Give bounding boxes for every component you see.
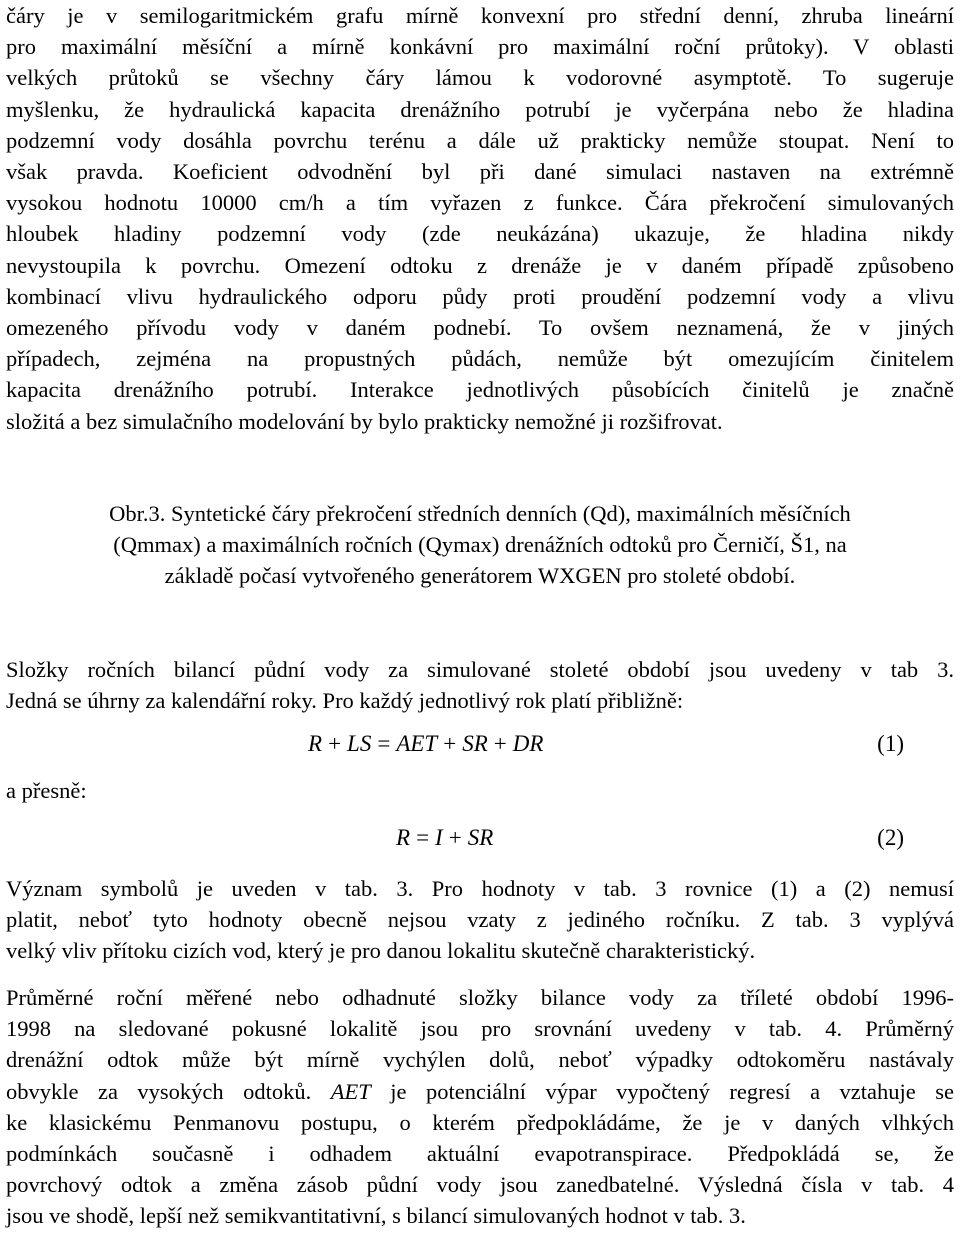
text-line: podmínkách současně i odhadem aktuální evapotranspirace. Předpokládá se, že [6, 1141, 954, 1167]
equation-1 [0, 731, 960, 763]
caption-line: (Qmmax) a maximálních ročních (Qymax) drenážních odtoků pro Černičí, Š1, na [113, 532, 847, 557]
caption-line: základě počasí vytvořeného generátorem WXGEN pro stoleté období. [164, 563, 796, 588]
text-line: obvykle za vysokých odtoků. AET je potenciální výpar vypočtený regresí a vztahuje se [6, 1078, 954, 1104]
text-line: velký vliv přítoku cizích vod, který je pro danou lokalitu skutečně charakteristický. [6, 938, 756, 964]
text-line: složitá a bez simulačního modelování by bylo prakticky nemožné ji rozšifrovat. [6, 408, 723, 434]
text-line: ke klasickému Penmanovu postupu, o kterém předpokládáme, že je v daných vlhkých [6, 1109, 954, 1135]
equation-1-number: (1) [877, 731, 904, 756]
text-line: myšlenku, že hydraulická kapacita drenážního potrubí je vyčerpána nebo že hladina [6, 96, 954, 122]
text-line: hloubek hladiny podzemní vody (zde neukázána) ukazuje, že hladina nikdy [6, 221, 954, 247]
text-line: Průměrné roční měřené nebo odhadnuté složky bilance vody za tříleté období 1996- [6, 985, 954, 1010]
caption-line: Obr.3. Syntetické čáry překročení středních denních (Qd), maximálních měsíčních [109, 501, 851, 526]
aet-symbol: AET [330, 1078, 371, 1104]
text-line: vysokou hodnotu 10000 cm/h a tím vyřazen z funkce. Čára překročení simulovaných [6, 190, 954, 216]
text-line: kapacita drenážního potrubí. Interakce jednotlivých působících činitelů je značně [6, 377, 954, 403]
text-line: omezeného přívodu vody v daném podnebí. To ovšem neznamená, že v jiných [6, 315, 954, 341]
text-line: případech, zejména na propustných půdách, nemůže být omezujícím činitelem [6, 346, 954, 372]
text-line: čáry je v semilogaritmickém grafu mírně konvexní pro střední denní, zhruba lineární [6, 3, 954, 28]
figure-caption [6, 498, 954, 591]
text-line: povrchový odtok a změna zásob půdní vody jsou zanedbatelné. Výsledná čísla v tab. 4 [6, 1172, 954, 1198]
paragraph-soil-water-balance [6, 654, 954, 716]
text-line: jsou ve shodě, lepší než semikvantitativní, s bilancí simulovaných hodnot v tab. 3. [6, 1203, 746, 1229]
equation-2-number: (2) [877, 825, 904, 850]
equation-2 [0, 825, 960, 857]
text-line: 1998 na sledované pokusné lokalitě jsou pro srovnání uvedeny v tab. 4. Průměrný [6, 1016, 954, 1042]
text-line: velkých průtoků se všechny čáry lámou k vodorovné asymptotě. To sugeruje [6, 65, 954, 91]
paragraph-exceedance-curves [6, 0, 954, 437]
label-presne: a přesně: [6, 778, 87, 803]
paragraph-measured-balance [6, 982, 954, 1232]
paragraph-symbols [6, 873, 954, 967]
text-line: pro maximální měsíční a mírně konkávní pro maximální roční průtoky). V oblasti [6, 34, 954, 60]
text-line: kombinací vlivu hydraulického odporu půdy proti proudění podzemní vody a vlivu [6, 283, 954, 309]
text-line: podzemní vody dosáhla povrchu terénu a dále už prakticky nemůže stoupat. Není to [6, 127, 954, 153]
equation-2-expression: R = I + SR [396, 825, 494, 850]
text-line: Význam symbolů je uveden v tab. 3. Pro hodnoty v tab. 3 rovnice (1) a (2) nemusí [6, 876, 954, 901]
equation-1-expression: R + LS = AET + SR + DR [308, 731, 544, 756]
text-line: nevystoupila k povrchu. Omezení odtoku z drenáže je v daném případě způsobeno [6, 252, 954, 278]
text-line: platit, neboť tyto hodnoty obecně nejsou vzaty z jediného ročníku. Z tab. 3 vyplývá [6, 907, 954, 933]
text-line: Jedná se úhrny za kalendářní roky. Pro každý jednotlivý rok platí přibližně: [6, 688, 684, 714]
text-line: drenážní odtok může být mírně vychýlen dolů, neboť výpadky odtokoměru nastávaly [6, 1047, 954, 1073]
text-line: však pravda. Koeficient odvodnění byl při dané simulaci nastaven na extrémně [6, 159, 954, 185]
text-line: Složky ročních bilancí půdní vody za simulované stoleté období jsou uvedeny v tab 3. [6, 657, 954, 682]
